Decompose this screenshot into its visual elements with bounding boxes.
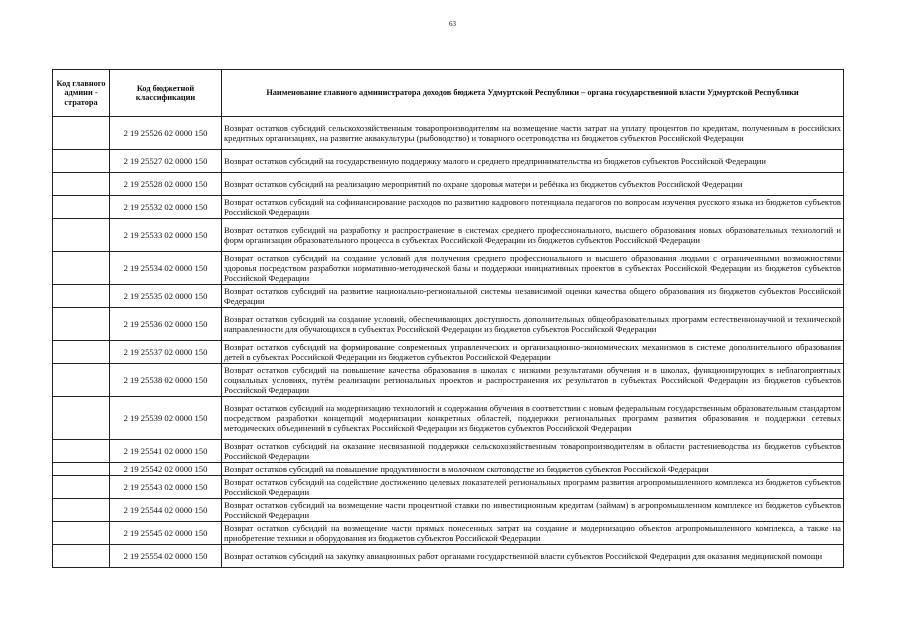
header-administrator-name: Наименование главного администратора доходов бюджета Удмуртской Республики – органа государственной власти Удмуртской Республики [222,70,844,117]
description-cell: Возврат остатков субсидий на создание условий для получения среднего профессионального и высшего образования людьми с ограниченными возможностями здоровья посредством разработки нормативно-методической базы и поддержки инициативных проектов в субъектах Российской Федерации из бюджетов субъектов Российской Федерации [222,252,844,285]
admin-code-cell [53,173,110,196]
budget-code-cell: 2 19 25537 02 0000 150 [110,341,222,364]
header-admin-code: Код главного админи - стратора [53,70,110,117]
budget-code-cell: 2 19 25545 02 0000 150 [110,522,222,545]
description-cell: Возврат остатков субсидий на закупку авиационных работ органами государственной власти субъектов Российской Федерации для оказания медицинской помощи [222,545,844,568]
budget-code-cell: 2 19 25539 02 0000 150 [110,397,222,440]
budget-code-cell: 2 19 25543 02 0000 150 [110,476,222,499]
description-cell: Возврат остатков субсидий на создание условий, обеспечивающих доступность дополнительных общеобразовательных программ естественнонаучной и технической направленности для обучающихся в субъектах Российской Федерации из бюджетов субъектов Российской Федерации [222,308,844,341]
budget-code-cell: 2 19 25534 02 0000 150 [110,252,222,285]
table-row [53,196,844,219]
table-row [53,308,844,341]
budget-code-cell: 2 19 25554 02 0000 150 [110,545,222,568]
admin-code-cell [53,397,110,440]
admin-code-cell [53,252,110,285]
budget-code-cell: 2 19 25544 02 0000 150 [110,499,222,522]
admin-code-cell [53,150,110,173]
budget-code-cell: 2 19 25536 02 0000 150 [110,308,222,341]
description-cell: Возврат остатков субсидий на реализацию мероприятий по охране здоровья матери и ребёнка из бюджетов субъектов Российской Федерации [222,173,844,196]
table-row [53,341,844,364]
budget-code-cell: 2 19 25541 02 0000 150 [110,440,222,463]
description-cell: Возврат остатков субсидий сельскохозяйственным товаропроизводителям на возмещение части затрат на уплату процентов по кредитам, полученным в российских кредитных организациях, на развитие аквакультуры (рыбоводство) и товарного осетроводства из бюджетов субъектов Российской Федерации [222,117,844,150]
admin-code-cell [53,499,110,522]
budget-code-cell: 2 19 25542 02 0000 150 [110,463,222,476]
description-cell: Возврат остатков субсидий на государственную поддержку малого и среднего предпринимательства из бюджетов субъектов Российской Федерации [222,150,844,173]
budget-code-cell: 2 19 25532 02 0000 150 [110,196,222,219]
table-row [53,440,844,463]
admin-code-cell [53,440,110,463]
description-cell: Возврат остатков субсидий на возмещение части прямых понесенных затрат на создание и модернизацию объектов агропромышленного комплекса, а также на приобретение техники и оборудования из бюджетов субъектов Российской Федерации [222,522,844,545]
description-cell: Возврат остатков субсидий на софинансирование расходов по развитию кадрового потенциала педагогов по вопросам изучения русского языка из бюджетов субъектов Российской Федерации [222,196,844,219]
description-cell: Возврат остатков субсидий на модернизацию технологий и содержания обучения в соответствии с новым федеральным государственным образовательным стандартом посредством разработки концепций модернизации конкретных областей, поддержки региональных программ развития образования и поддержки сетевых методических объединений в субъектах Российской Федерации из бюджетов субъектов Российской Федерации [222,397,844,440]
table-row [53,545,844,568]
table-row [53,499,844,522]
description-cell: Возврат остатков субсидий на формирование современных управленческих и организационно-экономических механизмов в системе дополнительного образования детей в субъектах Российской Федерации из бюджетов субъектов Российской Федерации [222,341,844,364]
table-row [53,117,844,150]
table-row [53,463,844,476]
header-budget-code: Код бюджетной классификации [110,70,222,117]
description-cell: Возврат остатков субсидий на возмещение части процентной ставки по инвестиционным кредитам (займам) в агропромышленном комплексе из бюджетов субъектов Российской Федерации [222,499,844,522]
admin-code-cell [53,196,110,219]
table-row [53,173,844,196]
budget-code-cell: 2 19 25538 02 0000 150 [110,364,222,397]
admin-code-cell [53,308,110,341]
budget-code-cell: 2 19 25527 02 0000 150 [110,150,222,173]
description-cell: Возврат остатков субсидий на оказание несвязанной поддержки сельскохозяйственным товаропроизводителям в области растениеводства из бюджетов субъектов Российской Федерации [222,440,844,463]
budget-code-cell: 2 19 25526 02 0000 150 [110,117,222,150]
admin-code-cell [53,117,110,150]
admin-code-cell [53,522,110,545]
description-cell: Возврат остатков субсидий на повышение качества образования в школах с низкими результатами обучения и в школах, функционирующих в неблагоприятных социальных условиях, путём реализации региональных проектов и распространения их результатов в субъектах Российской Федерации из бюджетов субъектов Российской Федерации [222,364,844,397]
budget-code-cell: 2 19 25535 02 0000 150 [110,285,222,308]
table-body [53,117,844,568]
admin-code-cell [53,341,110,364]
table-row [53,150,844,173]
admin-code-cell [53,364,110,397]
page-number: 63 [449,20,456,28]
table-row [53,252,844,285]
budget-classification-table [52,69,844,568]
admin-code-cell [53,285,110,308]
table-row [53,219,844,252]
admin-code-cell [53,545,110,568]
table-row [53,397,844,440]
description-cell: Возврат остатков субсидий на разработку и распространение в системах среднего профессионального, высшего образования новых образовательных технологий и форм организации образовательного процесса в субъектах Российской Федерации из бюджетов субъектов Российской Федерации [222,219,844,252]
budget-code-cell: 2 19 25528 02 0000 150 [110,173,222,196]
description-cell: Возврат остатков субсидий на содействие достижению целевых показателей региональных программ развития агропромышленного комплекса из бюджетов субъектов Российской Федерации [222,476,844,499]
table-row [53,364,844,397]
admin-code-cell [53,219,110,252]
admin-code-cell [53,476,110,499]
table-header-row [53,70,844,117]
table-row [53,522,844,545]
description-cell: Возврат остатков субсидий на повышение продуктивности в молочном скотоводстве из бюджетов субъектов Российской Федерации [222,463,844,476]
budget-code-cell: 2 19 25533 02 0000 150 [110,219,222,252]
admin-code-cell [53,463,110,476]
table-row [53,476,844,499]
table-row [53,285,844,308]
description-cell: Возврат остатков субсидий на развитие национально-региональной системы независимой оценки качества общего образования из бюджетов субъектов Российской Федерации [222,285,844,308]
